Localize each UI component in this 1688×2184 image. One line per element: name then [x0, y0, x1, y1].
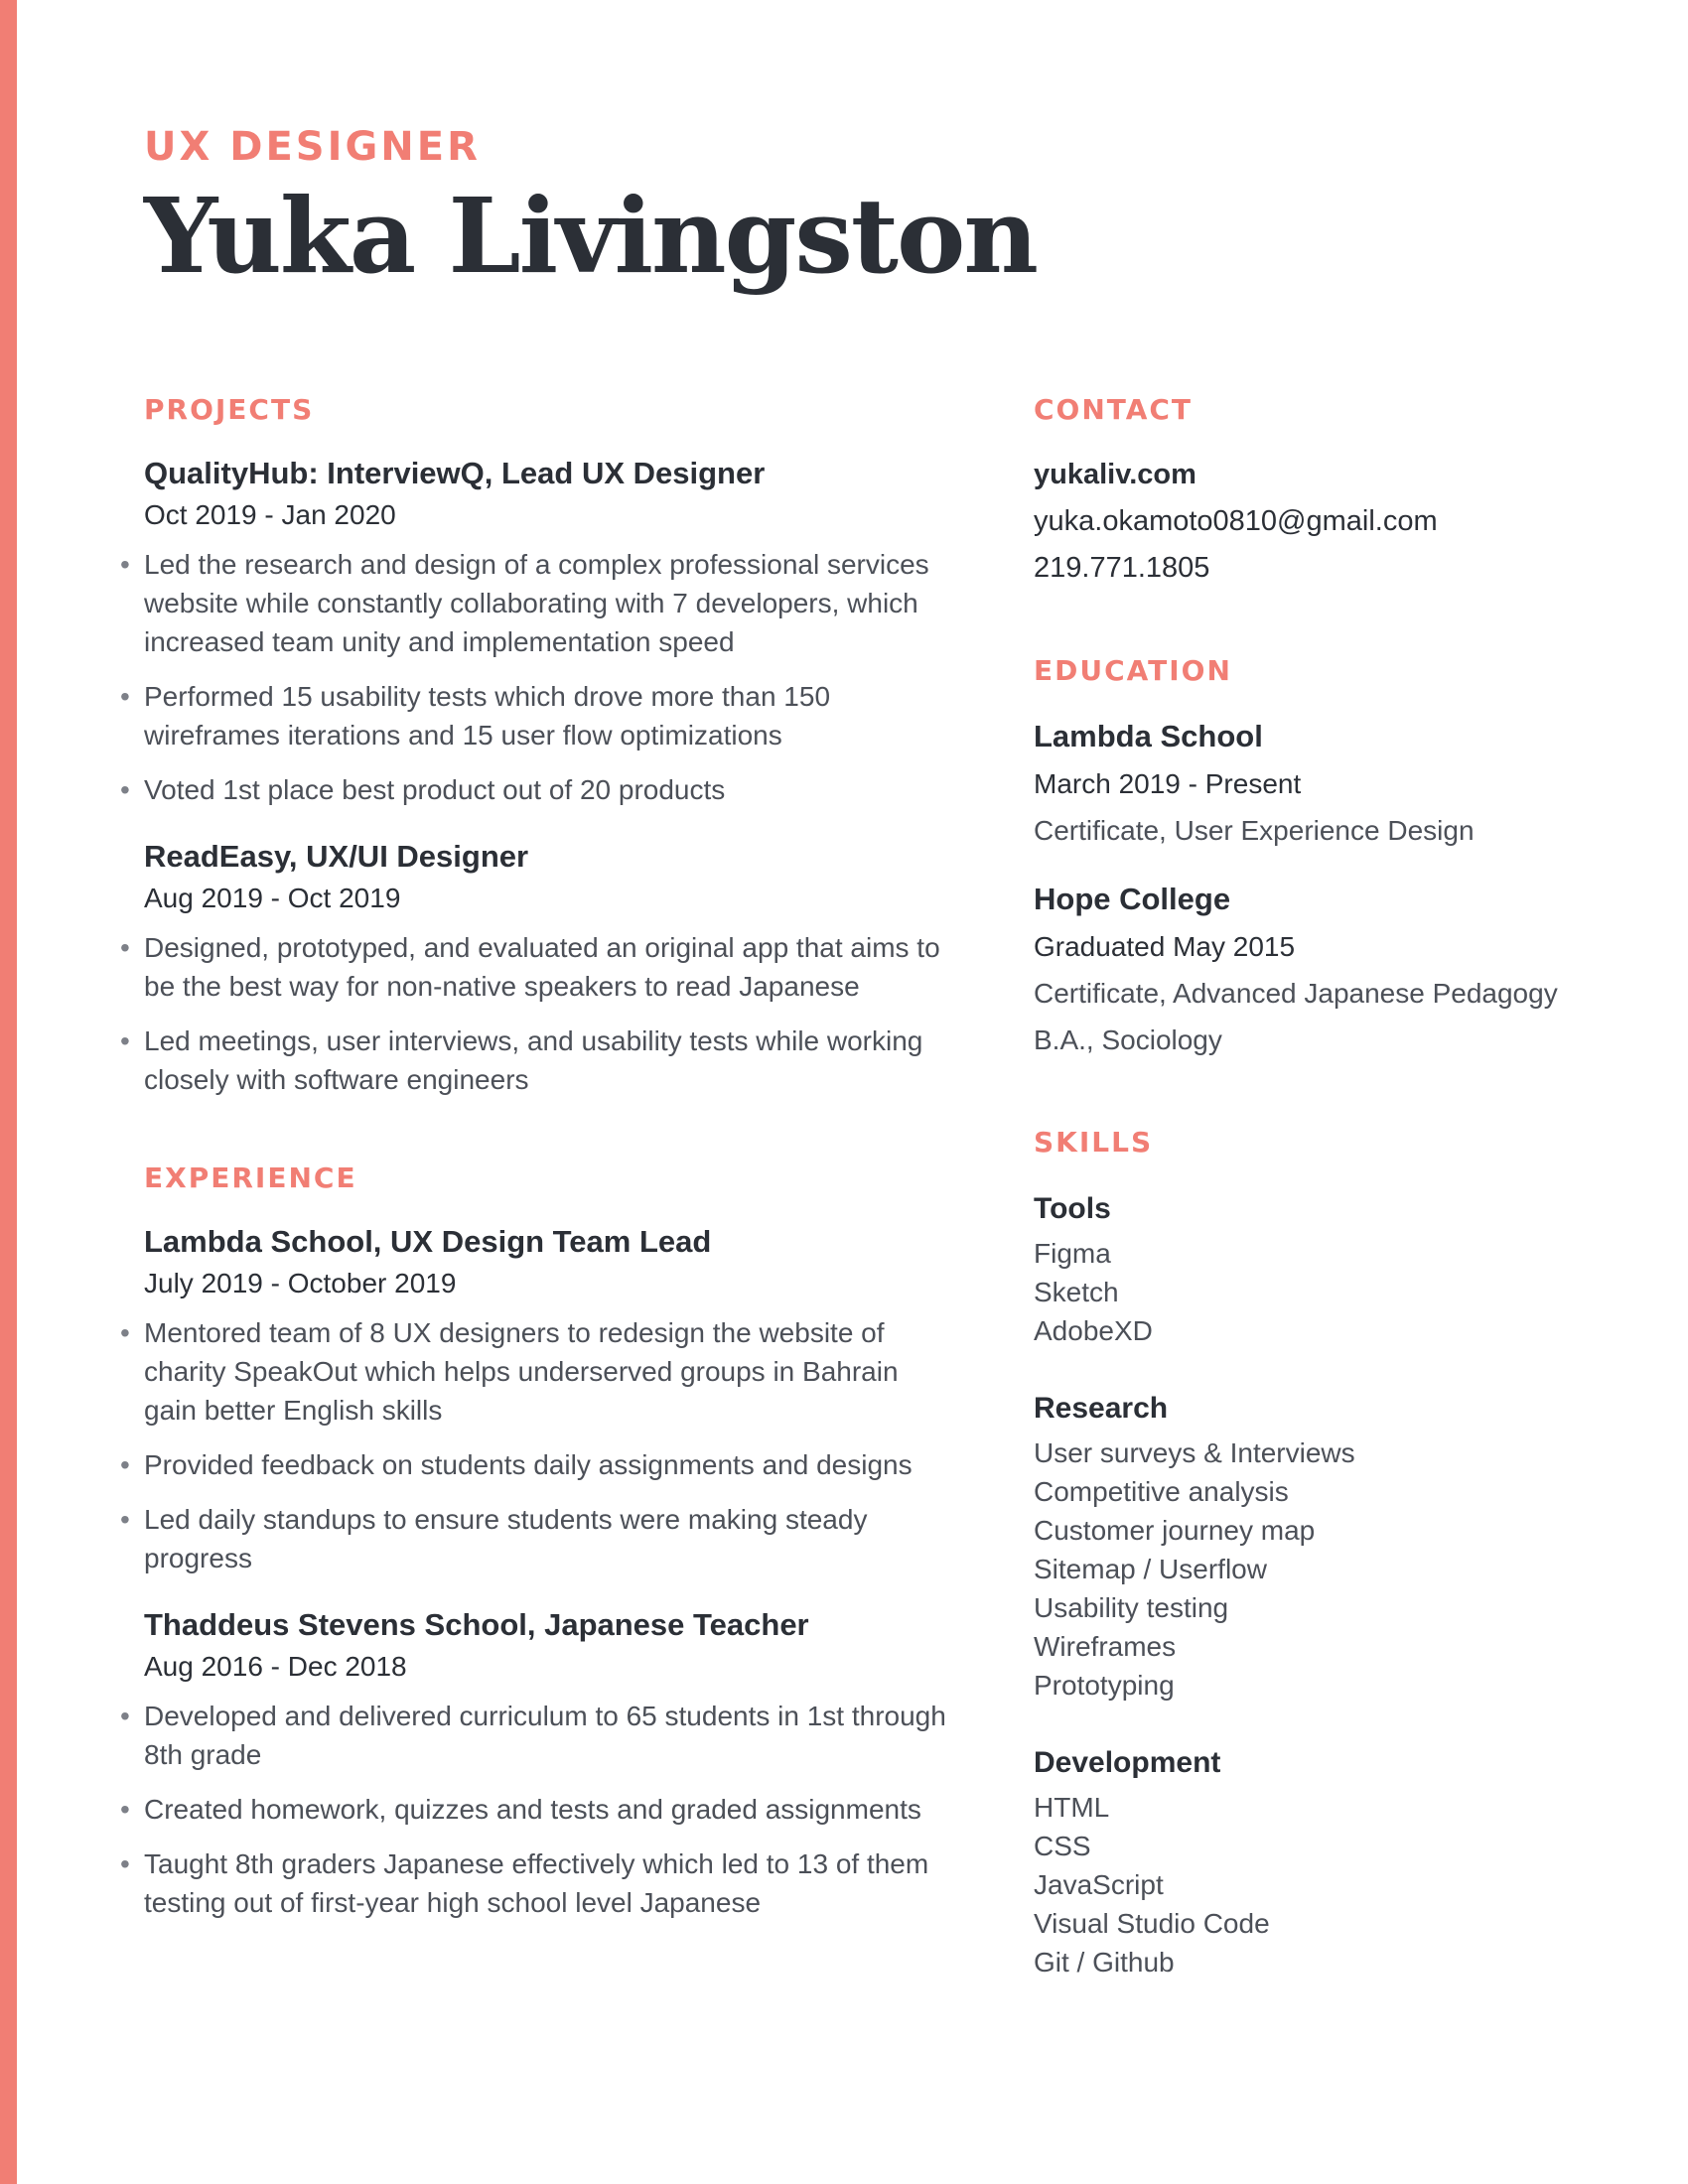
- candidate-name: Yuka Livingston: [144, 175, 1037, 297]
- entry-date: July 2019 - October 2019: [144, 1268, 457, 1298]
- job-role: UX DESIGNER: [144, 124, 481, 170]
- bullet-item: • Taught 8th graders Japanese effectively which led to 13 of them testing out of first-year high school level Japanese: [144, 1844, 958, 1922]
- entry-title: Thaddeus Stevens School, Japanese Teacher: [144, 1607, 809, 1642]
- education-date: March 2019 - Present: [1034, 768, 1302, 799]
- skill-item: Customer journey map: [1034, 1515, 1316, 1546]
- entry-title: ReadEasy, UX/UI Designer: [144, 839, 529, 874]
- skill-item: Prototyping: [1034, 1670, 1175, 1701]
- skill-item: AdobeXD: [1034, 1315, 1153, 1346]
- section-title-experience: EXPERIENCE: [144, 1161, 357, 1194]
- entry-date: Aug 2016 - Dec 2018: [144, 1651, 407, 1682]
- accent-bar: [0, 0, 17, 2184]
- contact-email[interactable]: yuka.okamoto0810@gmail.com: [1034, 505, 1438, 537]
- skill-item: JavaScript: [1034, 1869, 1164, 1900]
- section-title-education: EDUCATION: [1034, 654, 1232, 687]
- bullet-item: • Mentored team of 8 UX designers to redesign the website of charity SpeakOut which helps underserved groups in Bahrain gain better English skills: [144, 1313, 958, 1430]
- bullet-item: • Led meetings, user interviews, and usability tests while working closely with software engineers: [144, 1022, 958, 1099]
- bullet-item: • Voted 1st place best product out of 20 products: [144, 770, 958, 809]
- school-name: Lambda School: [1034, 719, 1263, 753]
- education-credential: B.A., Sociology: [1034, 1024, 1222, 1055]
- entry-title: Lambda School, UX Design Team Lead: [144, 1224, 712, 1259]
- bullet-item: • Designed, prototyped, and evaluated an original app that aims to be the best way for non-native speakers to read Japanese: [144, 928, 958, 1006]
- section-title-contact: CONTACT: [1034, 393, 1194, 426]
- experience-entry: [144, 1603, 958, 1922]
- entry-date: Aug 2019 - Oct 2019: [144, 883, 401, 913]
- skill-item: Sketch: [1034, 1277, 1119, 1307]
- left-column: [144, 390, 958, 1981]
- skill-item: Wireframes: [1034, 1631, 1177, 1662]
- skill-item: Usability testing: [1034, 1592, 1229, 1623]
- skill-item: User surveys & Interviews: [1034, 1437, 1355, 1468]
- skill-item: Figma: [1034, 1238, 1111, 1269]
- skill-item: Visual Studio Code: [1034, 1908, 1270, 1939]
- education-section: [1034, 651, 1629, 1063]
- project-entry: [144, 452, 958, 809]
- resume-header: [144, 117, 1435, 296]
- skill-item: Competitive analysis: [1034, 1476, 1289, 1507]
- section-title-projects: PROJECTS: [144, 393, 315, 426]
- skill-item: CSS: [1034, 1831, 1091, 1861]
- education-entry: [1034, 876, 1629, 1063]
- experience-entry: [144, 1220, 958, 1577]
- skill-group-title: Research: [1034, 1392, 1169, 1425]
- bullet-item: • Led the research and design of a complex professional services website while constantly collaborating with 7 developers, which increased team unity and implementation speed: [144, 545, 958, 661]
- entry-title: QualityHub: InterviewQ, Lead UX Designer: [144, 456, 766, 490]
- skill-group-title: Tools: [1034, 1192, 1111, 1225]
- skill-group-tools: [1034, 1184, 1629, 1350]
- bullet-list: [144, 928, 958, 1099]
- skill-item: Sitemap / Userflow: [1034, 1554, 1267, 1584]
- skill-group-development: [1034, 1738, 1629, 1981]
- bullet-list: [144, 1697, 958, 1922]
- contact-section: [1034, 390, 1629, 592]
- education-entry: [1034, 713, 1629, 854]
- skill-item: Git / Github: [1034, 1947, 1175, 1978]
- bullet-item: • Developed and delivered curriculum to 65 students in 1st through 8th grade: [144, 1697, 958, 1774]
- bullet-item: • Created homework, quizzes and tests and graded assignments: [144, 1790, 958, 1829]
- skill-group-title: Development: [1034, 1746, 1221, 1779]
- bullet-item: • Provided feedback on students daily assignments and designs: [144, 1445, 958, 1484]
- skill-group-research: [1034, 1384, 1629, 1705]
- education-date: Graduated May 2015: [1034, 931, 1296, 962]
- education-credential: Certificate, User Experience Design: [1034, 815, 1475, 846]
- skill-item: HTML: [1034, 1792, 1110, 1823]
- skills-section: [1034, 1123, 1629, 1981]
- project-entry: [144, 835, 958, 1099]
- experience-section: [144, 1159, 958, 1922]
- bullet-item: • Led daily standups to ensure students were making steady progress: [144, 1500, 958, 1577]
- school-name: Hope College: [1034, 882, 1231, 916]
- education-credential: Certificate, Advanced Japanese Pedagogy: [1034, 978, 1558, 1009]
- bullet-item: • Performed 15 usability tests which drove more than 150 wireframes iterations and 15 user flow optimizations: [144, 677, 958, 754]
- entry-date: Oct 2019 - Jan 2020: [144, 499, 396, 530]
- bullet-list: [144, 1313, 958, 1577]
- bullet-list: [144, 545, 958, 809]
- contact-phone[interactable]: 219.771.1805: [1034, 552, 1210, 584]
- projects-section: [144, 390, 958, 1099]
- section-title-skills: SKILLS: [1034, 1126, 1154, 1159]
- contact-website[interactable]: yukaliv.com: [1034, 459, 1196, 490]
- right-column: [1034, 390, 1629, 2041]
